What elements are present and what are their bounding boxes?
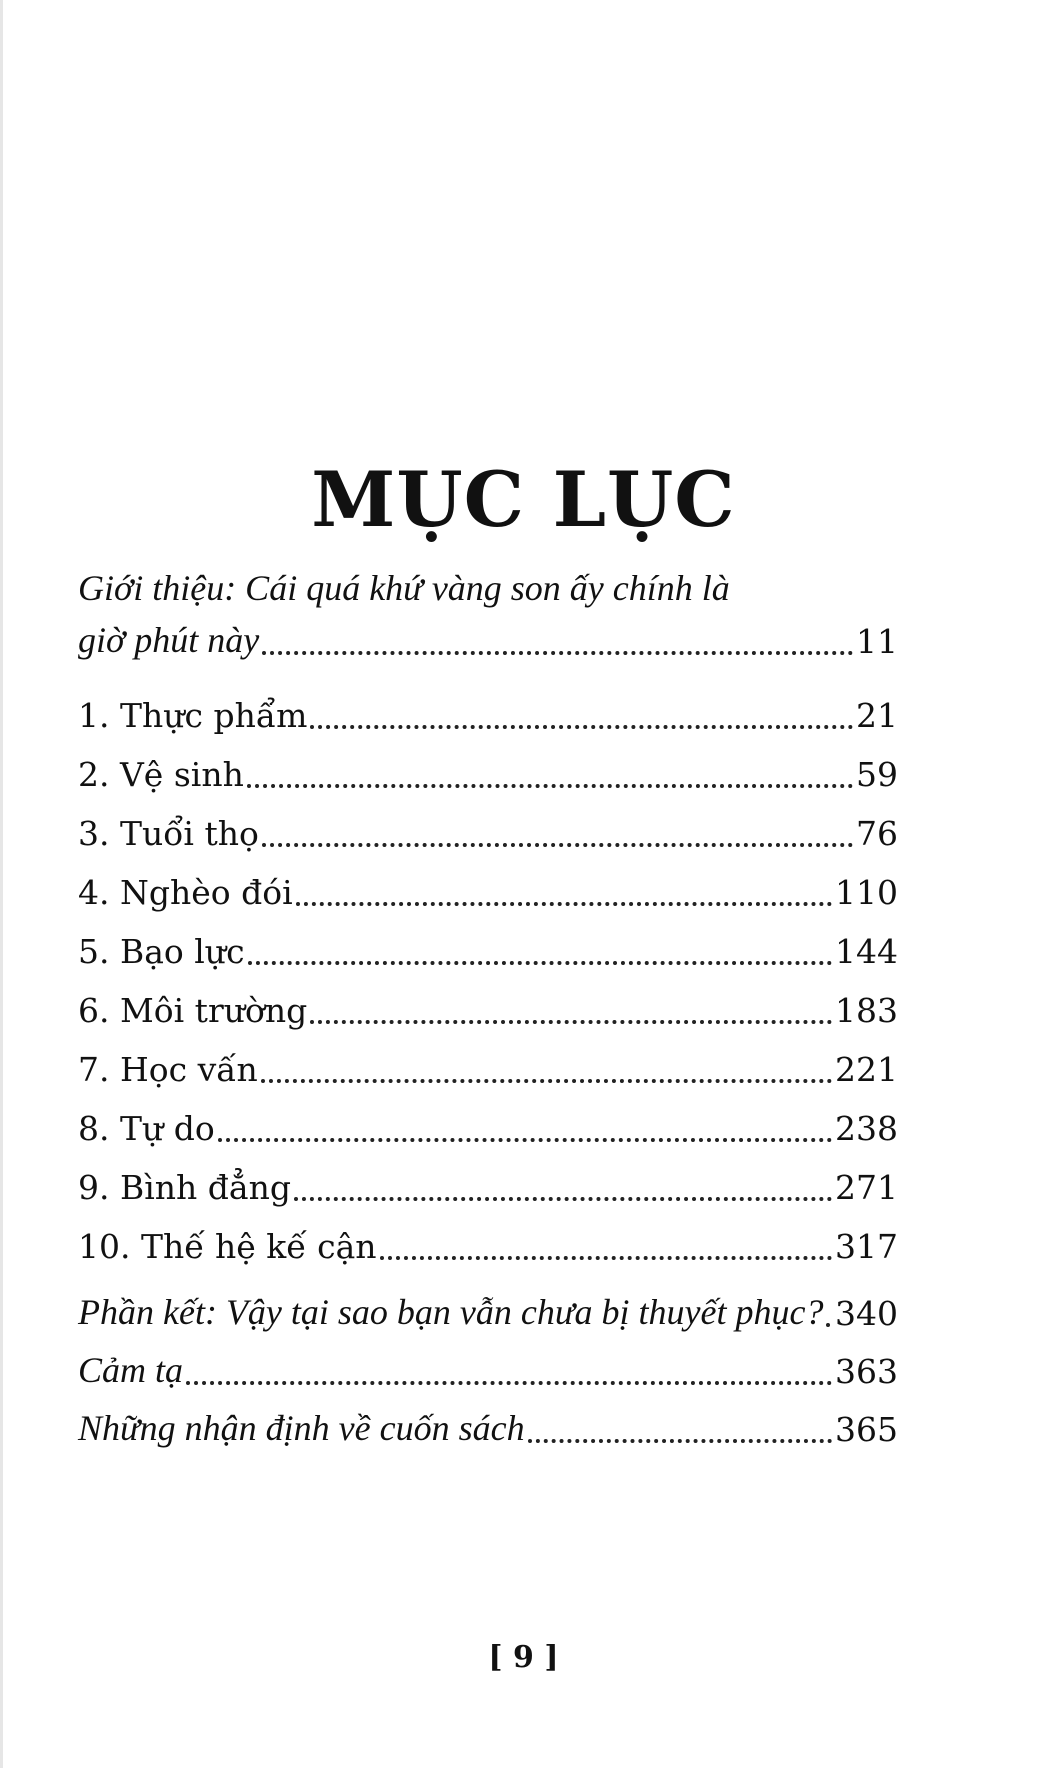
toc-entry-epilogue[interactable] bbox=[78, 1284, 898, 1334]
page-title: MỤC LỤC bbox=[311, 455, 736, 544]
toc-entry-chapter-2[interactable] bbox=[78, 745, 898, 795]
toc-entry-label: 10. Thế hệ kế cận bbox=[78, 1227, 377, 1267]
dot-leader bbox=[248, 951, 832, 965]
dot-leader bbox=[247, 774, 853, 788]
dot-leader bbox=[826, 1313, 832, 1327]
toc-intro-line-1[interactable] bbox=[78, 560, 898, 610]
toc-page-number: 340 bbox=[835, 1294, 898, 1334]
toc-entry-label: Cảm tạ bbox=[78, 1349, 184, 1390]
toc-page-number: 238 bbox=[835, 1109, 898, 1149]
toc-page-number: 59 bbox=[856, 755, 898, 795]
dot-leader bbox=[218, 1128, 832, 1142]
toc-entry-label: 1. Thực phẩm bbox=[78, 696, 308, 736]
dot-leader bbox=[528, 1429, 832, 1443]
dot-leader bbox=[294, 1187, 832, 1201]
toc-entry-chapter-5[interactable] bbox=[78, 922, 898, 972]
toc-page-number: 144 bbox=[835, 932, 898, 972]
toc-entry-chapter-1[interactable] bbox=[78, 686, 898, 736]
toc-entry-chapter-8[interactable] bbox=[78, 1099, 898, 1149]
toc-page-number: 317 bbox=[835, 1227, 898, 1267]
toc-entry-label: 2. Vệ sinh bbox=[78, 755, 244, 795]
toc-entry-chapter-3[interactable] bbox=[78, 804, 898, 854]
toc-page-number: 110 bbox=[835, 873, 898, 913]
dot-leader bbox=[310, 715, 853, 729]
toc-entry-chapter-6[interactable] bbox=[78, 981, 898, 1031]
page-number-footer: [ 9 ] bbox=[488, 1640, 559, 1675]
toc-entry-label: 9. Bình đẳng bbox=[78, 1168, 291, 1208]
toc-entry-label: 5. Bạo lực bbox=[78, 932, 245, 972]
toc-entry-label: 8. Tự do bbox=[78, 1109, 215, 1149]
toc-entry-chapter-4[interactable] bbox=[78, 863, 898, 913]
toc-page-number: 183 bbox=[835, 991, 898, 1031]
toc-intro-label-2: giờ phút này bbox=[78, 619, 260, 660]
toc-page-number: 76 bbox=[856, 814, 898, 854]
toc-entry-label: 3. Tuổi thọ bbox=[78, 814, 259, 854]
toc-page-number: 365 bbox=[835, 1410, 898, 1450]
dot-leader bbox=[261, 1069, 832, 1083]
toc-entry-label: Những nhận định về cuốn sách bbox=[78, 1407, 525, 1448]
toc-entry-label: 6. Môi trường bbox=[78, 991, 308, 1031]
dot-leader bbox=[296, 892, 832, 906]
toc-entry-chapter-9[interactable] bbox=[78, 1158, 898, 1208]
toc-entry-chapter-10[interactable] bbox=[78, 1217, 898, 1267]
toc-entry-label: 7. Học vấn bbox=[78, 1050, 258, 1090]
toc-page-number: 11 bbox=[856, 622, 898, 662]
dot-leader bbox=[262, 833, 853, 847]
page-edge bbox=[0, 0, 3, 1768]
toc-intro-label-1: Giới thiệu: Cái quá khứ vàng son ấy chính là bbox=[78, 567, 730, 608]
dot-leader bbox=[262, 641, 853, 655]
dot-leader bbox=[310, 1010, 832, 1024]
toc-entry-label: Phần kết: Vậy tại sao bạn vẫn chưa bị thuyết phục? bbox=[78, 1291, 824, 1332]
toc-page-number: 363 bbox=[835, 1352, 898, 1392]
dot-leader bbox=[380, 1246, 833, 1260]
toc-entry-label: 4. Nghèo đói bbox=[78, 873, 293, 913]
toc-page-number: 271 bbox=[835, 1168, 898, 1208]
toc-entry-reviews[interactable] bbox=[78, 1400, 898, 1450]
toc-page-number: 21 bbox=[856, 696, 898, 736]
toc-page-number: 221 bbox=[835, 1050, 898, 1090]
toc-entry-acknowledgements[interactable] bbox=[78, 1342, 898, 1392]
toc-entry-chapter-7[interactable] bbox=[78, 1040, 898, 1090]
toc-intro-line-2[interactable] bbox=[78, 612, 898, 662]
dot-leader bbox=[186, 1371, 832, 1385]
